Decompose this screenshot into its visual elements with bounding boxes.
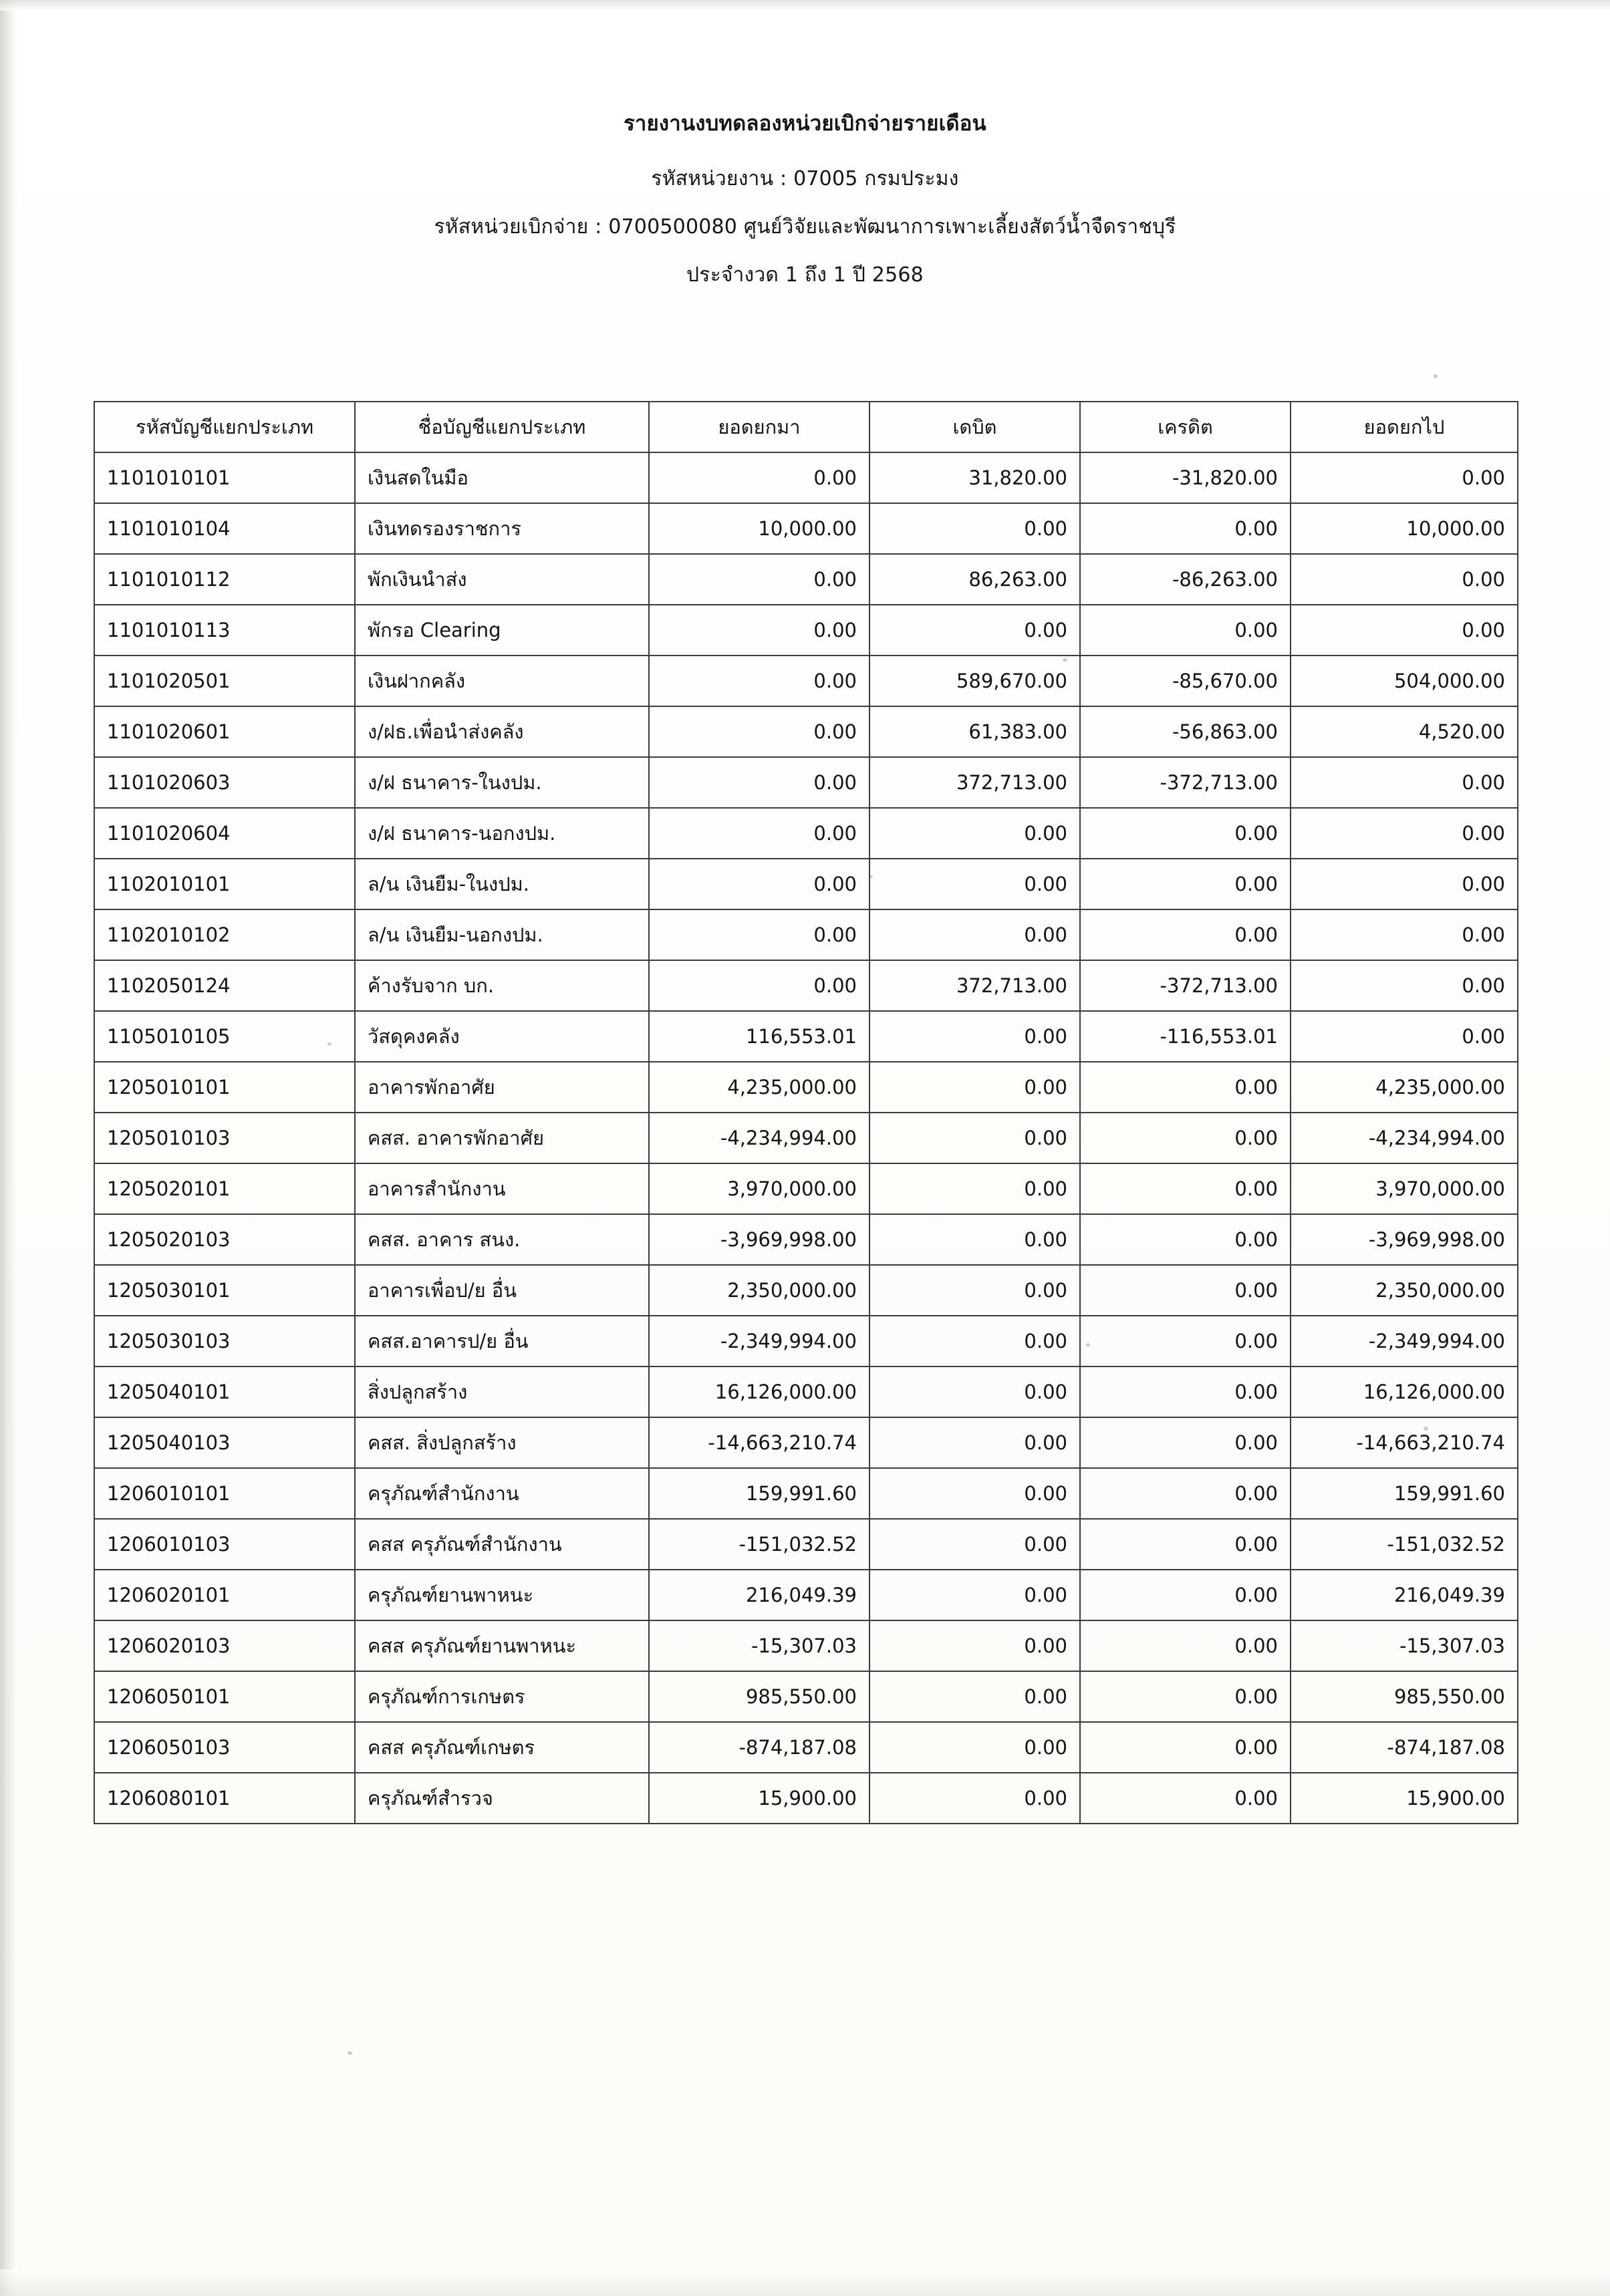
cell-credit: -31,820.00 bbox=[1080, 452, 1291, 503]
table-row bbox=[94, 757, 1518, 808]
cell-account-code: 1101020601 bbox=[94, 706, 355, 757]
cell-credit: 0.00 bbox=[1080, 1620, 1291, 1671]
cell-brought-forward: -15,307.03 bbox=[649, 1620, 869, 1671]
cell-account-code: 1205040103 bbox=[94, 1417, 355, 1468]
cell-credit: 0.00 bbox=[1080, 503, 1291, 554]
page-title: รายงานงบทดลองหน่วยเบิกจ่ายรายเดือน bbox=[624, 112, 986, 136]
table-row bbox=[94, 808, 1518, 859]
cell-account-name: ง/ฝธ.เพื่อนำส่งคลัง bbox=[355, 706, 649, 757]
cell-account-name: สิ่งปลูกสร้าง bbox=[355, 1367, 649, 1417]
cell-account-name: เงินฝากคลัง bbox=[355, 656, 649, 706]
cell-account-name: คสส. อาคาร สนง. bbox=[355, 1214, 649, 1265]
table-header-row bbox=[94, 402, 1518, 452]
scan-speck bbox=[348, 2051, 352, 2055]
cell-credit: -56,863.00 bbox=[1080, 706, 1291, 757]
cell-brought-forward: 159,991.60 bbox=[649, 1468, 869, 1519]
cell-debit: 0.00 bbox=[869, 1316, 1080, 1367]
cell-credit: 0.00 bbox=[1080, 1722, 1291, 1773]
cell-debit: 61,383.00 bbox=[869, 706, 1080, 757]
scan-speck bbox=[1434, 374, 1438, 378]
cell-credit: 0.00 bbox=[1080, 1214, 1291, 1265]
cell-account-code: 1205010101 bbox=[94, 1062, 355, 1113]
cell-account-code: 1101010104 bbox=[94, 503, 355, 554]
cell-account-name: อาคารพักอาศัย bbox=[355, 1062, 649, 1113]
cell-account-code: 1205020103 bbox=[94, 1214, 355, 1265]
cell-account-code: 1101010112 bbox=[94, 554, 355, 605]
cell-brought-forward: 10,000.00 bbox=[649, 503, 869, 554]
trial-balance-table bbox=[94, 401, 1518, 1824]
cell-credit: 0.00 bbox=[1080, 1773, 1291, 1824]
cell-carried-forward: 0.00 bbox=[1291, 808, 1518, 859]
cell-credit: 0.00 bbox=[1080, 1265, 1291, 1316]
cell-account-name: พักรอ Clearing bbox=[355, 605, 649, 656]
cell-account-code: 1206020103 bbox=[94, 1620, 355, 1671]
cell-credit: 0.00 bbox=[1080, 1570, 1291, 1620]
cell-carried-forward: 4,235,000.00 bbox=[1291, 1062, 1518, 1113]
cell-account-name: วัสดุคงคลัง bbox=[355, 1011, 649, 1062]
cell-carried-forward: 159,991.60 bbox=[1291, 1468, 1518, 1519]
cell-carried-forward: 2,350,000.00 bbox=[1291, 1265, 1518, 1316]
scan-edge-left bbox=[0, 0, 17, 2296]
cell-debit: 0.00 bbox=[869, 1468, 1080, 1519]
cell-account-code: 1101010113 bbox=[94, 605, 355, 656]
cell-carried-forward: -14,663,210.74 bbox=[1291, 1417, 1518, 1468]
report-header bbox=[0, 114, 1610, 313]
cell-account-name: คสส. อาคารพักอาศัย bbox=[355, 1113, 649, 1163]
table-row bbox=[94, 1062, 1518, 1113]
cell-brought-forward: 2,350,000.00 bbox=[649, 1265, 869, 1316]
period-line: ประจำงวด 1 ถึง 1 ปี 2568 bbox=[686, 263, 924, 287]
cell-credit: 0.00 bbox=[1080, 605, 1291, 656]
cell-carried-forward: -4,234,994.00 bbox=[1291, 1113, 1518, 1163]
cell-debit: 0.00 bbox=[869, 1163, 1080, 1214]
cell-debit: 0.00 bbox=[869, 1519, 1080, 1570]
cell-carried-forward: -15,307.03 bbox=[1291, 1620, 1518, 1671]
cell-brought-forward: 0.00 bbox=[649, 757, 869, 808]
cell-brought-forward: 0.00 bbox=[649, 960, 869, 1011]
cell-account-name: ครุภัณฑ์การเกษตร bbox=[355, 1671, 649, 1722]
table-row bbox=[94, 554, 1518, 605]
cell-account-code: 1102010102 bbox=[94, 909, 355, 960]
cell-brought-forward: -151,032.52 bbox=[649, 1519, 869, 1570]
cell-carried-forward: 0.00 bbox=[1291, 452, 1518, 503]
cell-credit: 0.00 bbox=[1080, 808, 1291, 859]
cell-credit: 0.00 bbox=[1080, 1367, 1291, 1417]
cell-account-code: 1205040101 bbox=[94, 1367, 355, 1417]
cell-debit: 0.00 bbox=[869, 808, 1080, 859]
table-row bbox=[94, 1163, 1518, 1214]
cell-credit: -86,263.00 bbox=[1080, 554, 1291, 605]
cell-debit: 372,713.00 bbox=[869, 757, 1080, 808]
table-row bbox=[94, 859, 1518, 909]
cell-account-code: 1101020501 bbox=[94, 656, 355, 706]
cell-account-code: 1205030101 bbox=[94, 1265, 355, 1316]
scan-edge-bottom bbox=[0, 2269, 1610, 2296]
table-row bbox=[94, 1113, 1518, 1163]
cell-account-name: ล/น เงินยืม-นอกงปม. bbox=[355, 909, 649, 960]
column-header-account-code: รหัสบัญชีแยกประเภท bbox=[94, 402, 355, 452]
cell-account-code: 1206050103 bbox=[94, 1722, 355, 1773]
cell-brought-forward: -4,234,994.00 bbox=[649, 1113, 869, 1163]
cell-carried-forward: 0.00 bbox=[1291, 859, 1518, 909]
cell-carried-forward: 0.00 bbox=[1291, 960, 1518, 1011]
cell-brought-forward: -3,969,998.00 bbox=[649, 1214, 869, 1265]
column-header-debit: เดบิต bbox=[869, 402, 1080, 452]
cell-credit: -372,713.00 bbox=[1080, 757, 1291, 808]
cell-credit: -116,553.01 bbox=[1080, 1011, 1291, 1062]
cell-account-name: ค้างรับจาก บก. bbox=[355, 960, 649, 1011]
cell-debit: 0.00 bbox=[869, 1062, 1080, 1113]
cell-debit: 0.00 bbox=[869, 1671, 1080, 1722]
cell-carried-forward: -874,187.08 bbox=[1291, 1722, 1518, 1773]
cell-credit: 0.00 bbox=[1080, 859, 1291, 909]
cell-carried-forward: 504,000.00 bbox=[1291, 656, 1518, 706]
cell-account-code: 1101020604 bbox=[94, 808, 355, 859]
cell-account-name: เงินสดในมือ bbox=[355, 452, 649, 503]
cell-carried-forward: 3,970,000.00 bbox=[1291, 1163, 1518, 1214]
cell-brought-forward: 216,049.39 bbox=[649, 1570, 869, 1620]
cell-carried-forward: 216,049.39 bbox=[1291, 1570, 1518, 1620]
cell-brought-forward: -2,349,994.00 bbox=[649, 1316, 869, 1367]
cell-carried-forward: 10,000.00 bbox=[1291, 503, 1518, 554]
cell-debit: 0.00 bbox=[869, 1265, 1080, 1316]
cell-debit: 0.00 bbox=[869, 1417, 1080, 1468]
table-row bbox=[94, 1570, 1518, 1620]
scan-edge-top bbox=[0, 0, 1610, 11]
cell-debit: 0.00 bbox=[869, 1773, 1080, 1824]
column-header-brought-forward: ยอดยกมา bbox=[649, 402, 869, 452]
cell-account-name: ครุภัณฑ์สำนักงาน bbox=[355, 1468, 649, 1519]
cell-carried-forward: 15,900.00 bbox=[1291, 1773, 1518, 1824]
trial-balance-table-container bbox=[94, 401, 1517, 1824]
cell-brought-forward: 0.00 bbox=[649, 706, 869, 757]
cell-debit: 0.00 bbox=[869, 605, 1080, 656]
table-row bbox=[94, 656, 1518, 706]
cell-brought-forward: 4,235,000.00 bbox=[649, 1062, 869, 1113]
cell-debit: 0.00 bbox=[869, 1722, 1080, 1773]
cell-account-name: ครุภัณฑ์สำรวจ bbox=[355, 1773, 649, 1824]
cell-carried-forward: 16,126,000.00 bbox=[1291, 1367, 1518, 1417]
table-row bbox=[94, 909, 1518, 960]
cell-account-code: 1206010103 bbox=[94, 1519, 355, 1570]
cell-credit: -85,670.00 bbox=[1080, 656, 1291, 706]
table-row bbox=[94, 452, 1518, 503]
cell-credit: 0.00 bbox=[1080, 1519, 1291, 1570]
cell-brought-forward: 15,900.00 bbox=[649, 1773, 869, 1824]
column-header-carried-forward: ยอดยกไป bbox=[1291, 402, 1518, 452]
cell-carried-forward: 0.00 bbox=[1291, 757, 1518, 808]
table-row bbox=[94, 1722, 1518, 1773]
cell-debit: 0.00 bbox=[869, 1620, 1080, 1671]
cell-debit: 0.00 bbox=[869, 859, 1080, 909]
table-row bbox=[94, 1519, 1518, 1570]
cell-credit: 0.00 bbox=[1080, 1468, 1291, 1519]
table-row bbox=[94, 706, 1518, 757]
cell-brought-forward: -14,663,210.74 bbox=[649, 1417, 869, 1468]
cell-carried-forward: -3,969,998.00 bbox=[1291, 1214, 1518, 1265]
cell-debit: 589,670.00 bbox=[869, 656, 1080, 706]
agency-code-line: รหัสหน่วยงาน : 07005 กรมประมง bbox=[651, 167, 959, 190]
cell-carried-forward: 4,520.00 bbox=[1291, 706, 1518, 757]
cell-carried-forward: 0.00 bbox=[1291, 605, 1518, 656]
table-row bbox=[94, 1620, 1518, 1671]
cell-account-name: อาคารสำนักงาน bbox=[355, 1163, 649, 1214]
cell-brought-forward: 16,126,000.00 bbox=[649, 1367, 869, 1417]
table-row bbox=[94, 1417, 1518, 1468]
cell-account-code: 1102050124 bbox=[94, 960, 355, 1011]
cell-account-name: คสส ครุภัณฑ์สำนักงาน bbox=[355, 1519, 649, 1570]
cell-credit: 0.00 bbox=[1080, 1113, 1291, 1163]
cell-account-code: 1206020101 bbox=[94, 1570, 355, 1620]
cell-account-code: 1105010105 bbox=[94, 1011, 355, 1062]
cell-debit: 372,713.00 bbox=[869, 960, 1080, 1011]
disbursing-unit-line: รหัสหน่วยเบิกจ่าย : 0700500080 ศูนย์วิจัยและพัฒนาการเพาะเลี้ยงสัตว์น้ำจืดราชบุรี bbox=[434, 215, 1176, 239]
table-row bbox=[94, 960, 1518, 1011]
cell-carried-forward: 985,550.00 bbox=[1291, 1671, 1518, 1722]
table-row bbox=[94, 503, 1518, 554]
column-header-credit: เครดิต bbox=[1080, 402, 1291, 452]
table-row bbox=[94, 1265, 1518, 1316]
cell-account-code: 1205010103 bbox=[94, 1113, 355, 1163]
cell-account-code: 1205030103 bbox=[94, 1316, 355, 1367]
cell-account-code: 1205020101 bbox=[94, 1163, 355, 1214]
cell-debit: 0.00 bbox=[869, 1367, 1080, 1417]
cell-account-name: ครุภัณฑ์ยานพาหนะ bbox=[355, 1570, 649, 1620]
table-row bbox=[94, 1367, 1518, 1417]
cell-credit: -372,713.00 bbox=[1080, 960, 1291, 1011]
cell-account-code: 1102010101 bbox=[94, 859, 355, 909]
table-row bbox=[94, 1468, 1518, 1519]
cell-account-name: เงินทดรองราชการ bbox=[355, 503, 649, 554]
cell-brought-forward: 3,970,000.00 bbox=[649, 1163, 869, 1214]
cell-credit: 0.00 bbox=[1080, 1316, 1291, 1367]
cell-credit: 0.00 bbox=[1080, 1671, 1291, 1722]
cell-debit: 0.00 bbox=[869, 909, 1080, 960]
cell-credit: 0.00 bbox=[1080, 1417, 1291, 1468]
table-row bbox=[94, 1671, 1518, 1722]
cell-brought-forward: 0.00 bbox=[649, 808, 869, 859]
cell-debit: 0.00 bbox=[869, 1570, 1080, 1620]
cell-debit: 0.00 bbox=[869, 503, 1080, 554]
cell-account-name: ง/ฝ ธนาคาร-ในงปม. bbox=[355, 757, 649, 808]
cell-account-name: ล/น เงินยืม-ในงปม. bbox=[355, 859, 649, 909]
cell-debit: 0.00 bbox=[869, 1214, 1080, 1265]
cell-account-code: 1101010101 bbox=[94, 452, 355, 503]
cell-account-code: 1206010101 bbox=[94, 1468, 355, 1519]
table-row bbox=[94, 605, 1518, 656]
table-row bbox=[94, 1011, 1518, 1062]
cell-carried-forward: 0.00 bbox=[1291, 554, 1518, 605]
cell-account-name: คสส. สิ่งปลูกสร้าง bbox=[355, 1417, 649, 1468]
cell-debit: 0.00 bbox=[869, 1011, 1080, 1062]
cell-account-code: 1206050101 bbox=[94, 1671, 355, 1722]
cell-debit: 31,820.00 bbox=[869, 452, 1080, 503]
cell-credit: 0.00 bbox=[1080, 909, 1291, 960]
cell-carried-forward: -151,032.52 bbox=[1291, 1519, 1518, 1570]
cell-credit: 0.00 bbox=[1080, 1163, 1291, 1214]
cell-account-code: 1206080101 bbox=[94, 1773, 355, 1824]
cell-account-name: คสส.อาคารป/ย อื่น bbox=[355, 1316, 649, 1367]
cell-brought-forward: 0.00 bbox=[649, 656, 869, 706]
cell-brought-forward: 0.00 bbox=[649, 452, 869, 503]
cell-brought-forward: 116,553.01 bbox=[649, 1011, 869, 1062]
cell-brought-forward: 0.00 bbox=[649, 909, 869, 960]
cell-carried-forward: 0.00 bbox=[1291, 1011, 1518, 1062]
cell-account-code: 1101020603 bbox=[94, 757, 355, 808]
cell-credit: 0.00 bbox=[1080, 1062, 1291, 1113]
cell-brought-forward: -874,187.08 bbox=[649, 1722, 869, 1773]
cell-debit: 0.00 bbox=[869, 1113, 1080, 1163]
cell-account-name: อาคารเพื่อป/ย อื่น bbox=[355, 1265, 649, 1316]
cell-account-name: ง/ฝ ธนาคาร-นอกงปม. bbox=[355, 808, 649, 859]
cell-account-name: คสส ครุภัณฑ์ยานพาหนะ bbox=[355, 1620, 649, 1671]
cell-account-name: พักเงินนำส่ง bbox=[355, 554, 649, 605]
cell-carried-forward: 0.00 bbox=[1291, 909, 1518, 960]
cell-debit: 86,263.00 bbox=[869, 554, 1080, 605]
cell-account-name: คสส ครุภัณฑ์เกษตร bbox=[355, 1722, 649, 1773]
cell-brought-forward: 0.00 bbox=[649, 605, 869, 656]
table-row bbox=[94, 1773, 1518, 1824]
column-header-account-name: ชื่อบัญชีแยกประเภท bbox=[355, 402, 649, 452]
cell-brought-forward: 0.00 bbox=[649, 859, 869, 909]
table-row bbox=[94, 1316, 1518, 1367]
cell-brought-forward: 0.00 bbox=[649, 554, 869, 605]
cell-carried-forward: -2,349,994.00 bbox=[1291, 1316, 1518, 1367]
table-row bbox=[94, 1214, 1518, 1265]
cell-brought-forward: 985,550.00 bbox=[649, 1671, 869, 1722]
